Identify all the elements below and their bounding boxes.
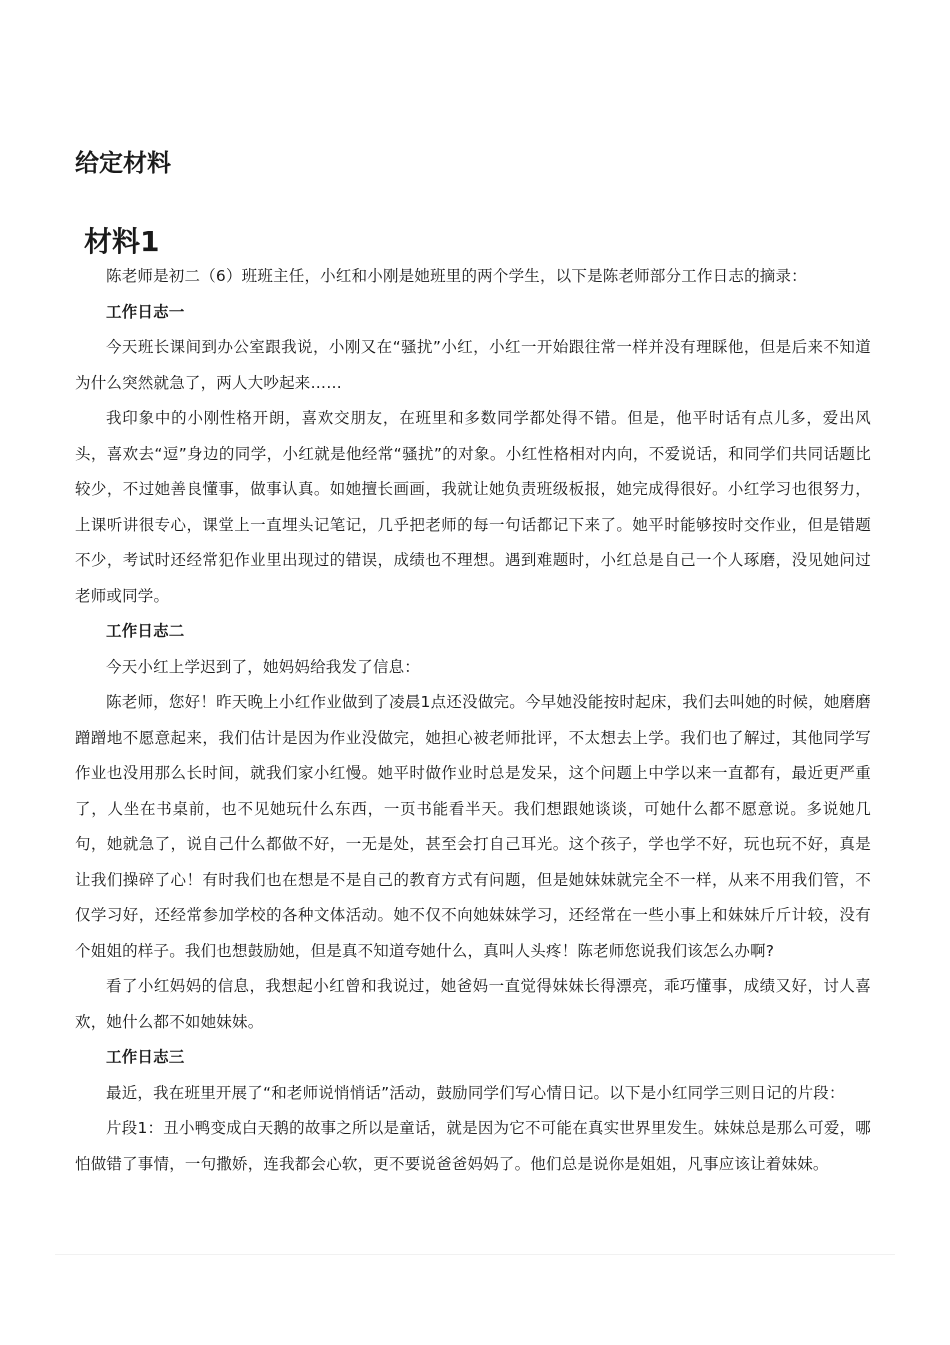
section-title: 给定材料	[75, 149, 171, 177]
paragraph: 最近，我在班里开展了“和老师说悄悄话”活动，鼓励同学们写心情日记。以下是小红同学三则日记的片段：	[106, 1083, 845, 1102]
log-heading: 工作日志三	[106, 1048, 185, 1066]
paragraph: 今天小红上学迟到了，她妈妈给我发了信息：	[106, 657, 421, 676]
material-body	[75, 259, 871, 1182]
paragraph: 陈老师，您好！昨天晚上小红作业做到了凌晨1点还没做完。今早她没能按时起床，我们去叫她的时候，她磨磨蹭蹭地不愿意起来，我们估计是因为作业没做完，她担心被老师批评，不太想去上学。我们也了解过，其他同学写作业也没用那么长时间，就我们家小红慢。她平时做作业时总是发呆，这个问题上中学以来一直都有，最近更严重了，人坐在书桌前，也不见她玩什么东西，一页书能看半天。我们想跟她谈谈，可她什么都不愿意说。多说她几句，她就急了，说自己什么都做不好，一无是处，甚至会打自己耳光。这个孩子，学也学不好，玩也玩不好，真是让我们操碎了心！有时我们也在想是不是自己的教育方式有问题，但是她妹妹就完全不一样，从来不用我们管，不仅学习好，还经常参加学校的各种文体活动。她不仅不向她妹妹学习，还经常在一些小事上和妹妹斤斤计较，没有个姐姐的样子。我们也想鼓励她，但是真不知道夸她什么，真叫人头疼！陈老师您说我们该怎么办啊?	[75, 693, 871, 960]
page-divider	[55, 1254, 895, 1255]
paragraph: 今天班长课间到办公室跟我说，小刚又在“骚扰”小红，小红一开始跟往常一样并没有理睬他，但是后来不知道为什么突然就急了，两人大吵起来……	[75, 338, 871, 392]
paragraph: 陈老师是初二（6）班班主任，小红和小刚是她班里的两个学生，以下是陈老师部分工作日志的摘录：	[106, 267, 807, 285]
paragraph: 片段1：丑小鸭变成白天鹅的故事之所以是童话，就是因为它不可能在真实世界里发生。妹妹总是那么可爱，哪怕做错了事情，一句撒娇，连我都会心软，更不要说爸爸妈妈了。他们总是说你是姐姐，凡事应该让着妹妹。	[75, 1119, 871, 1173]
paragraph: 我印象中的小刚性格开朗，喜欢交朋友，在班里和多数同学都处得不错。但是，他平时话有点儿多，爱出风头，喜欢去“逗”身边的同学，小红就是他经常“骚扰”的对象。小红性格相对内向，不爱说话，和同学们共同话题比较少，不过她善良懂事，做事认真。如她擅长画画，我就让她负责班级板报，她完成得很好。小红学习也很努力，上课听讲很专心，课堂上一直埋头记笔记，几乎把老师的每一句话都记下来了。她平时能够按时交作业，但是错题不少，考试时还经常犯作业里出现过的错误，成绩也不理想。遇到难题时，小红总是自己一个人琢磨，没见她问过老师或同学。	[75, 409, 871, 605]
material-title: 材料1	[84, 225, 160, 258]
paragraph: 看了小红妈妈的信息，我想起小红曾和我说过，她爸妈一直觉得妹妹长得漂亮，乖巧懂事，成绩又好，讨人喜欢，她什么都不如她妹妹。	[75, 977, 871, 1031]
log-heading: 工作日志二	[106, 622, 185, 640]
log-heading: 工作日志一	[106, 302, 185, 321]
